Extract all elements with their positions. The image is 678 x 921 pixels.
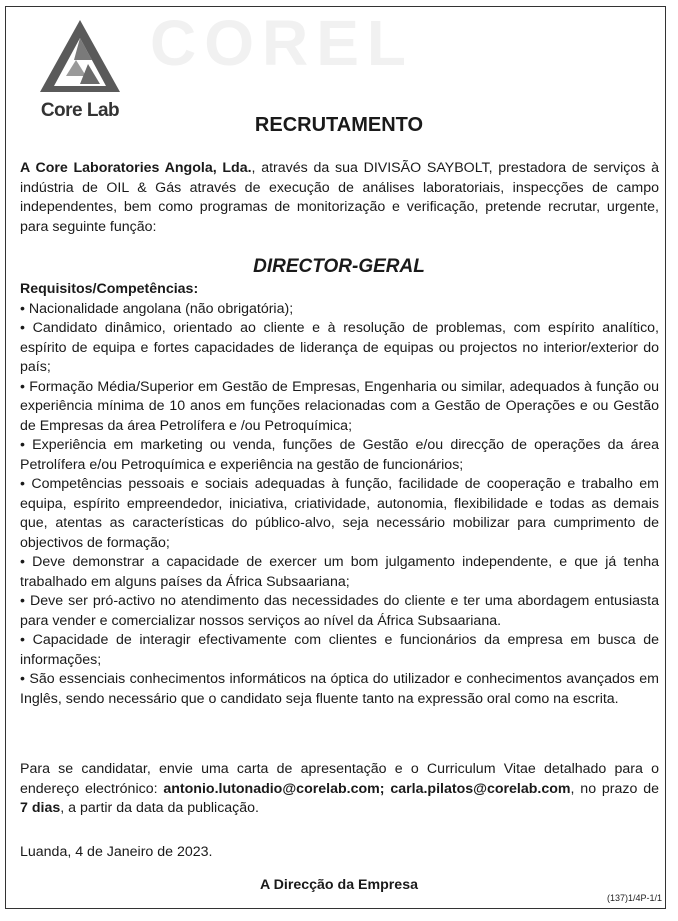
requirement-item: • Candidato dinâmico, orientado ao cliente e à resolução de problemas, com espírito analítico, espírito de equipa e fortes capacidades de liderança de equipas ou projectos no interior/exterior do país; [20, 320, 659, 375]
application-text-middle: , no prazo de [570, 780, 659, 797]
requirement-item: • São essenciais conhecimentos informáticos na óptica do utilizador e conhecimentos avançados em Inglês, sendo necessário que o candidato seja fluente tanto na expressão oral como na escrita. [20, 671, 659, 707]
requirement-item: • Capacidade de interagir efectivamente com clientes e funcionários da empresa em busca de informações; [20, 632, 659, 668]
intro-company: A Core Laboratories Angola, Lda. [20, 160, 252, 176]
email-link-2[interactable]: carla.pilatos@corelab.com [390, 780, 571, 797]
requirement-item: • Formação Média/Superior em Gestão de Empresas, Engenharia ou similar, adequados à função ou experiência mínima de 10 anos em funções relacionadas com a Gestão de Operações e ou Gestão de Empresas da área Petrolífera e /ou Petroquímica; [20, 378, 659, 434]
corelab-logo [30, 16, 130, 126]
requirements-heading: Requisitos/Competências: [20, 281, 199, 297]
requirement-item: • Experiência em marketing ou venda, funções de Gestão e/ou direcção de operações da área Petrolífera e/ou Petroquímica e experiência na gestão de funcionários; [20, 437, 659, 473]
application-paragraph [20, 760, 659, 819]
watermark-text: COREL [150, 7, 414, 79]
application-text-after: , a partir da data da publicação. [60, 800, 259, 816]
application-text-before: Para se candidatar, envie uma carta de apresentação e o Curriculum Vitae detalhado para o endereço electrónico: [20, 761, 659, 797]
requirement-item: • Deve demonstrar a capacidade de exercer um bom julgamento independente, e que já tenha trabalhado em alguns países da África Subsaariana; [20, 554, 659, 590]
email-link-1[interactable]: antonio.lutonadio@corelab.com [163, 780, 380, 797]
page-title: RECRUTAMENTO [254, 114, 424, 136]
requirement-item: • Deve ser pró-activo no atendimento das necessidades do cliente e ter uma abordagem entusiasta para vender e comercializar nossos serviços ao nível da África Subsaariana. [20, 593, 659, 629]
logo-text: Core Lab [40, 100, 120, 121]
requirement-item: • Competências pessoais e sociais adequadas à função, facilidade de cooperação e trabalho em equipa, espírito empreendedor, iniciativa, criatividade, autonomia, flexibilidade e todas as demais que, atentas as características do público-alvo, seja necessário mobilizar para cumprimento de objectivos de formação; [20, 476, 659, 551]
date-line: Luanda, 4 de Janeiro de 2023. [20, 844, 213, 860]
signature: A Direcção da Empresa [260, 877, 418, 893]
intro-paragraph [20, 159, 659, 237]
requirements-section [20, 280, 659, 709]
intro-text: , através da sua DIVISÃO SAYBOLT, prestadora de serviços à indústria de OIL & Gás através de execução de análises laboratoriais, inspecções de campo independentes, bem como programas de monitorização e verificação, pretende recrutar, urgente, para seguinte função: [20, 160, 659, 235]
corelab-triangle-icon [30, 16, 130, 102]
application-deadline: 7 dias [20, 800, 61, 816]
reference-code: (137)1/4P-1/1 [606, 893, 662, 903]
requirement-item: • Nacionalidade angolana (não obrigatória); [20, 300, 294, 317]
email-separator: ; [379, 780, 391, 797]
job-title: DIRECTOR-GERAL [253, 256, 425, 277]
